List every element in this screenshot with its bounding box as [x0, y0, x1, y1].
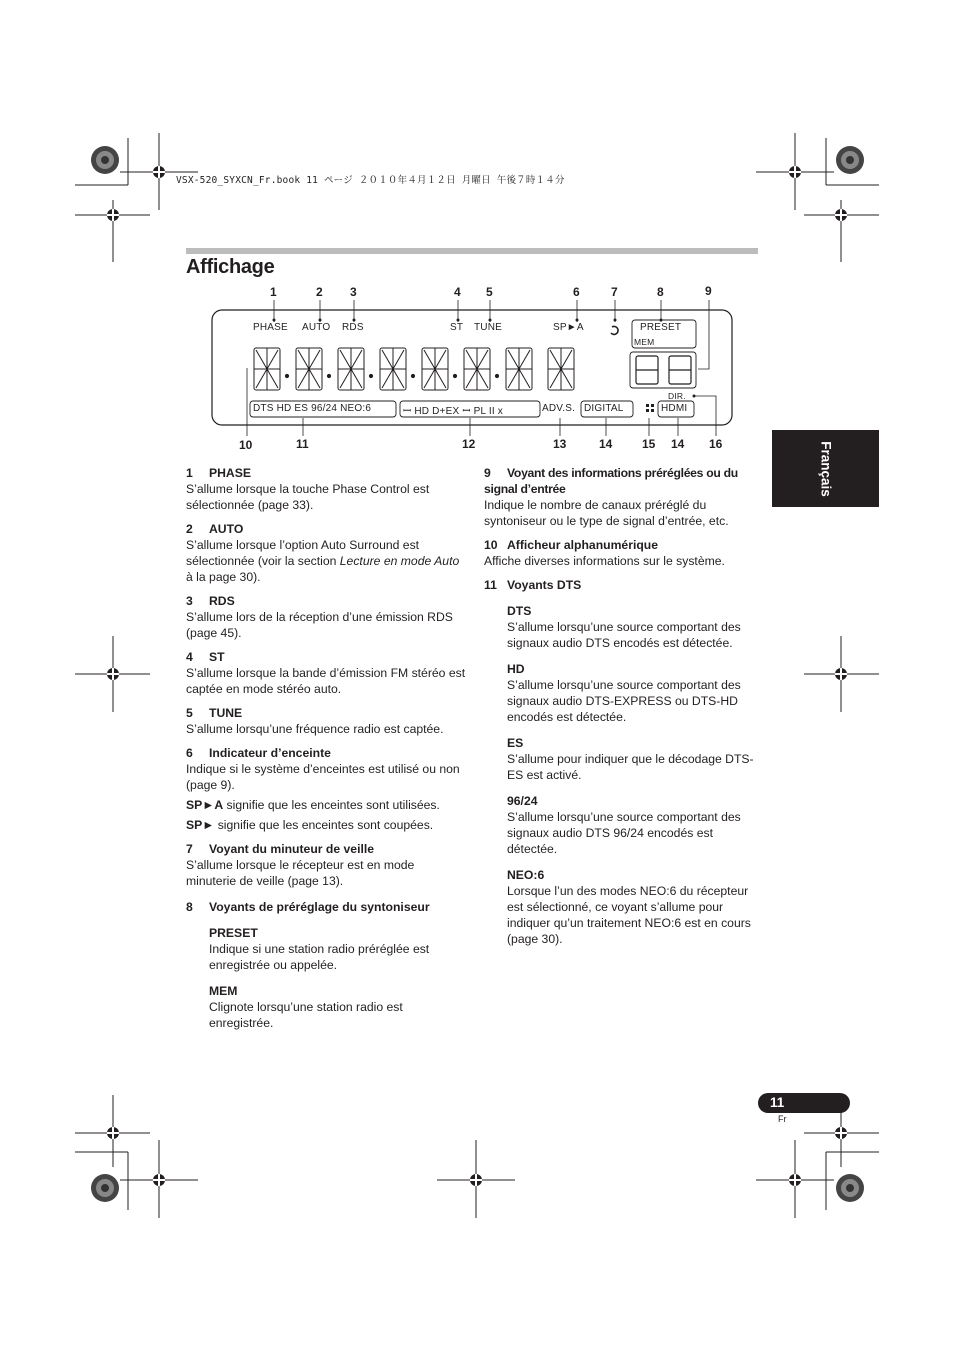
callout-3: 3: [350, 285, 357, 299]
callout-2: 2: [316, 285, 323, 299]
label-tune: TUNE: [474, 322, 503, 333]
label-mem: MEM: [634, 337, 655, 347]
sub-text: S’allume lorsqu’une source comportant des signaux audio DTS-EXPRESS ou DTS-HD encodés est détectée.: [507, 678, 741, 724]
callout-16: 16: [709, 437, 723, 451]
item-text: S’allume lorsque l’option Auto Surround est sélectionnée (voir la section Lecture en mode Auto à la page 30).: [186, 538, 460, 584]
label-digital: DIGITAL: [584, 403, 624, 414]
item-text: Indique le nombre de canaux préréglé du syntoniseur ou le type de signal d’entrée, etc.: [484, 498, 729, 528]
callout-11: 11: [296, 437, 309, 451]
item-text: Indique si le système d’enceintes est utilisé ou non (page 9).: [186, 762, 460, 792]
print-header: VSX-520_SYXCN_Fr.book 11 ページ ２０１０年４月１２日 月曜日 午後７時１４分: [176, 175, 565, 186]
sub-items: [484, 603, 759, 947]
callout-5: 5: [486, 285, 493, 299]
sub-text: S’allume lorsqu’une source comportant des signaux audio DTS 96/24 encodés est détectée.: [507, 810, 741, 856]
callout-12: 12: [462, 437, 476, 451]
item-heading: 5 TUNE: [186, 706, 243, 720]
item-heading: 9 Voyant des informations préréglées ou du signal d’entrée: [484, 466, 738, 496]
label-st: ST: [450, 322, 464, 333]
item-heading: 6 Indicateur d’enceinte: [186, 746, 331, 760]
item-text: S’allume lorsque le récepteur est en mode minuterie de veille (page 13).: [186, 858, 415, 888]
callout-7: 7: [611, 285, 618, 299]
callout-15: 15: [642, 437, 656, 451]
segment-dot: [411, 374, 414, 377]
label-sp: SP►A: [553, 322, 584, 333]
page-title: Affichage: [186, 256, 275, 278]
callout-9: 9: [705, 284, 712, 298]
segment-dot: [285, 374, 288, 377]
label-rds: RDS: [342, 322, 364, 333]
sub-heading: DTS: [507, 604, 532, 618]
item-heading: 3 RDS: [186, 594, 235, 608]
callout-4: 4: [454, 285, 461, 299]
callout-6: 6: [573, 285, 580, 299]
display-outline: [0, 0, 954, 470]
sub-text: S’allume pour indiquer que le décodage DTS-ES est activé.: [507, 752, 754, 782]
sub-heading: 96/24: [507, 794, 538, 808]
label-auto: AUTO: [302, 322, 331, 333]
item-text: S’allume lorsqu’une fréquence radio est captée.: [186, 722, 444, 736]
sub-text: Clignote lorsqu’une station radio est enregistrée.: [209, 1000, 403, 1030]
label-phase: PHASE: [253, 322, 288, 333]
label-preset: PRESET: [640, 322, 682, 333]
right-column: [484, 465, 759, 947]
callout-14a: 14: [599, 437, 613, 451]
sub-text: Lorsque l’un des modes NEO:6 du récepteur est sélectionné, ce voyant s’allume pour indiquer qu’un traitement NEO:6 est en cours (page 30).: [507, 884, 751, 946]
item-text: S’allume lorsque la touche Phase Control est sélectionnée (page 33).: [186, 482, 430, 512]
item-text: Affiche diverses informations sur le système.: [484, 554, 725, 568]
segment-dot: [495, 374, 498, 377]
sub-heading: ES: [507, 736, 524, 750]
sub-text: Indique si une station radio préréglée est enregistrée ou appelée.: [209, 942, 430, 972]
item-text: S’allume lorsque la bande d’émission FM stéréo est captée en mode stéréo auto.: [186, 666, 466, 696]
sub-heading: MEM: [209, 984, 238, 998]
label-dir: DIR.: [668, 391, 686, 401]
item-heading: 8 Voyants de préréglage du syntoniseur: [186, 900, 430, 914]
page-language-code: Fr: [778, 1114, 787, 1124]
item-heading: 2 AUTO: [186, 522, 244, 536]
page-number-badge: [758, 1093, 850, 1113]
callout-10: 10: [239, 438, 253, 452]
language-tab-label: Français: [818, 440, 833, 497]
left-column: [186, 465, 466, 1031]
segment-dot: [327, 374, 330, 377]
sub-heading: PRESET: [209, 926, 258, 940]
label-hdmi: HDMI: [661, 403, 688, 414]
callout-8: 8: [657, 285, 664, 299]
page-number: 11: [770, 1095, 785, 1110]
item-heading: 4 ST: [186, 650, 225, 664]
segment-dot: [453, 374, 456, 377]
callout-1: 1: [270, 285, 277, 299]
callout-13: 13: [553, 437, 567, 451]
item-heading: 11 Voyants DTS: [484, 578, 582, 592]
item-text: SP►A signifie que les enceintes sont utilisées.: [186, 798, 440, 812]
item-heading: 1 PHASE: [186, 466, 251, 480]
item-heading: 10 Afficheur alphanumérique: [484, 538, 659, 552]
label-dts-group: DTS HD ES 96/24 NEO:6: [253, 403, 372, 414]
sub-heading: HD: [507, 662, 525, 676]
label-dolby-group: ꟷ HD D+EX ꟷ PL II x: [403, 406, 504, 417]
sub-items: [186, 925, 466, 1031]
item-heading: 7 Voyant du minuteur de veille: [186, 842, 375, 856]
label-advs: ADV.S.: [542, 403, 576, 414]
item-text: S’allume lors de la réception d’une émission RDS (page 45).: [186, 610, 453, 640]
item-text: SP► signifie que les enceintes sont coupées.: [186, 818, 434, 832]
sub-text: S’allume lorsqu’une source comportant des signaux audio DTS encodés est détectée.: [507, 620, 741, 650]
callout-14b: 14: [671, 437, 685, 451]
sub-heading: NEO:6: [507, 868, 545, 882]
front-panel-display-diagram: [0, 0, 954, 470]
segment-dot: [369, 374, 372, 377]
